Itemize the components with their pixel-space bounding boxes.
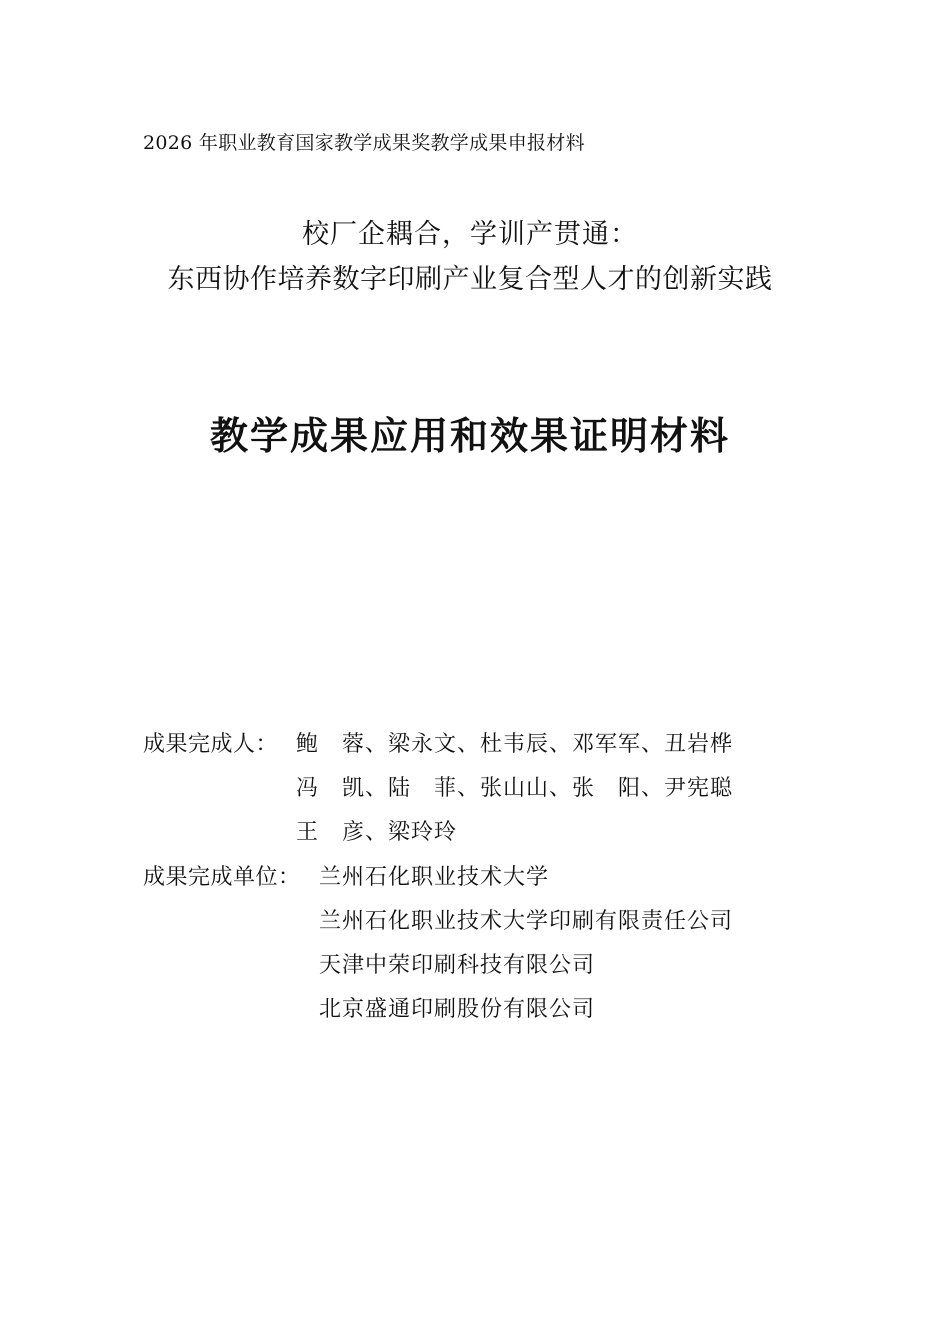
completers-line-3: 王 彦、梁玲玲 [296,820,458,845]
units-line-1: 兰州石化职业技术大学 [319,865,550,890]
units-label: 成果完成单位： [143,865,301,890]
main-heading: 教学成果应用和效果证明材料 [209,414,730,458]
title-line-1: 校厂企耦合，学训产贯通： [302,219,638,250]
header-line: 2026 年职业教育国家教学成果奖教学成果申报材料 [143,132,585,154]
units-line-3: 天津中荣印刷科技有限公司 [319,953,596,978]
completers-line-2: 冯 凯、陆 菲、张山山、张 阳、尹宪聪 [296,776,734,801]
units-line-4: 北京盛通印刷股份有限公司 [319,997,596,1022]
units-line-2: 兰州石化职业技术大学印刷有限责任公司 [319,909,734,934]
completers-line-1: 鲍 蓉、梁永文、杜韦辰、邓军军、丑岩桦 [296,732,734,757]
title-line-2: 东西协作培养数字印刷产业复合型人才的创新实践 [167,264,773,295]
completers-label: 成果完成人： [143,732,279,757]
